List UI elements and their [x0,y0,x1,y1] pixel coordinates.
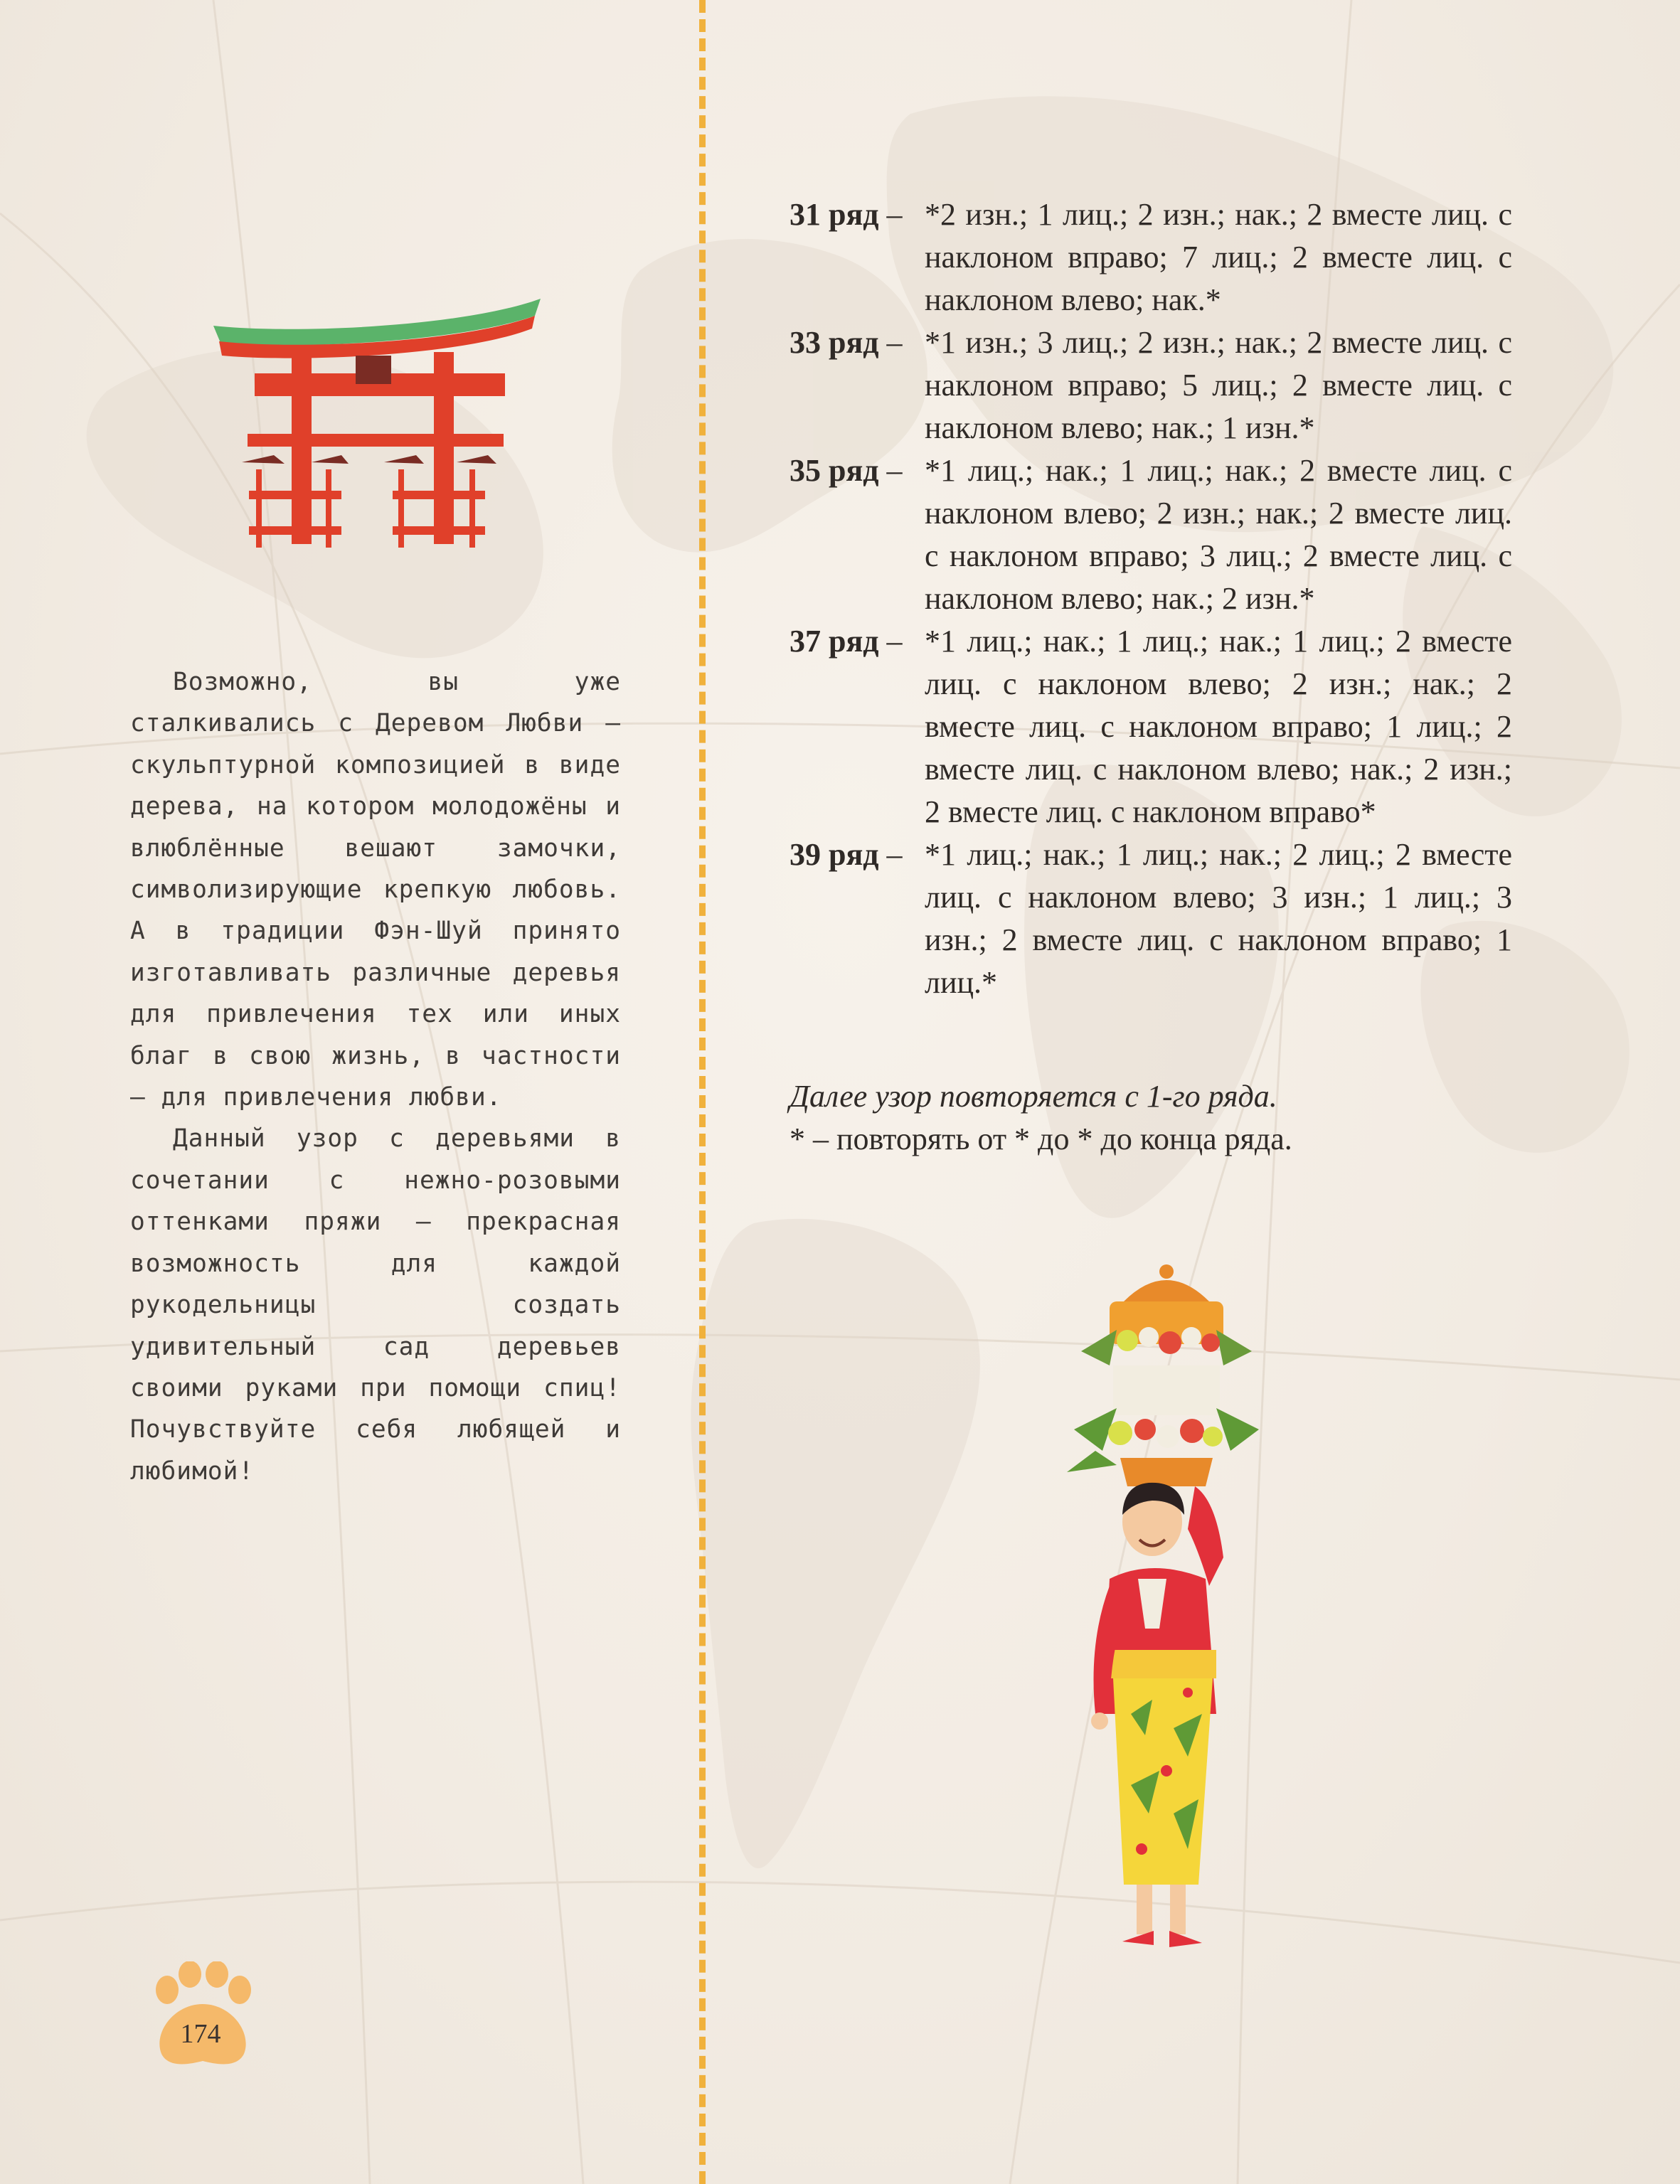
intro-text [130,661,621,1492]
pattern-row [790,833,1512,1004]
asterisk-legend: * – повторять от * до * до конца ряда. [790,1122,1292,1156]
intro-paragraph: Данный узор с деревьями в сочетании с нежно-розовыми оттенками пряжи – прекрасная возможность для каждой рукодельницы создать удивительный сад деревьев своими руками при помощи спиц! Почувствуйте себя любящей и любимой! [130,1124,621,1486]
pattern-row [790,620,1512,833]
row-instructions: *1 лиц.; нак.; 1 лиц.; нак.; 2 вместе лиц. с наклоном влево; 2 изн.; нак.; 2 вместе лиц. с наклоном вправо; 3 лиц.; 2 вместе лиц. с наклоном влево; нак.; 2 изн.* [925,453,1512,616]
balinese-woman-illustration [1053,1259,1280,1956]
row-instructions: *1 изн.; 3 лиц.; 2 изн.; нак.; 2 вместе лиц. с наклоном вправо; 5 лиц.; 2 вместе лиц. с наклоном влево; нак.; 1 изн.* [925,325,1512,445]
repeat-note: Далее узор повторяется с 1-го ряда. [790,1079,1277,1114]
row-label: 35 ряд – [790,453,903,488]
row-instructions: *1 лиц.; нак.; 1 лиц.; нак.; 1 лиц.; 2 вместе лиц. с наклоном влево; 2 изн.; нак.; 2 вместе лиц. с наклоном вправо; 1 лиц.; 2 вместе лиц. с наклоном влево; нак.; 2 изн.; 2 вместе лиц. с наклоном вправо* [925,624,1512,829]
pattern-row [790,321,1512,449]
row-instructions: *2 изн.; 1 лиц.; 2 изн.; нак.; 2 вместе лиц. с наклоном вправо; 7 лиц.; 2 вместе лиц. с наклоном влево; нак.* [925,197,1512,317]
pattern-rows [790,193,1512,1004]
pattern-row [790,193,1512,321]
page-divider-dashed [699,0,706,2184]
row-label: 31 ряд – [790,197,903,232]
torii-gate-illustration [206,284,548,555]
row-instructions: *1 лиц.; нак.; 1 лиц.; нак.; 2 лиц.; 2 вместе лиц. с наклоном влево; 3 изн.; 1 лиц.; 3 изн.; 2 вместе лиц. с наклоном вправо; 1 лиц.* [925,837,1512,1000]
intro-paragraph: Возможно, вы уже сталкивались с Деревом Любви – скульптурной композицией в виде дерева, на котором молодожёны и влюблённые вешают замочки, символизирующие крепкую любовь. А в традиции Фэн-Шуй принято изготавливать различные деревья для привлечения тех или иных благ в свою жизнь, в частности – для привлечения любви. [130,668,621,1112]
row-label: 33 ряд – [790,325,903,360]
paw-print-icon [146,1961,260,2068]
row-label: 39 ряд – [790,837,903,872]
pattern-row [790,449,1512,620]
pattern-note [790,1075,1512,1161]
page-number: 174 [180,2019,221,2049]
row-label: 37 ряд – [790,624,903,659]
